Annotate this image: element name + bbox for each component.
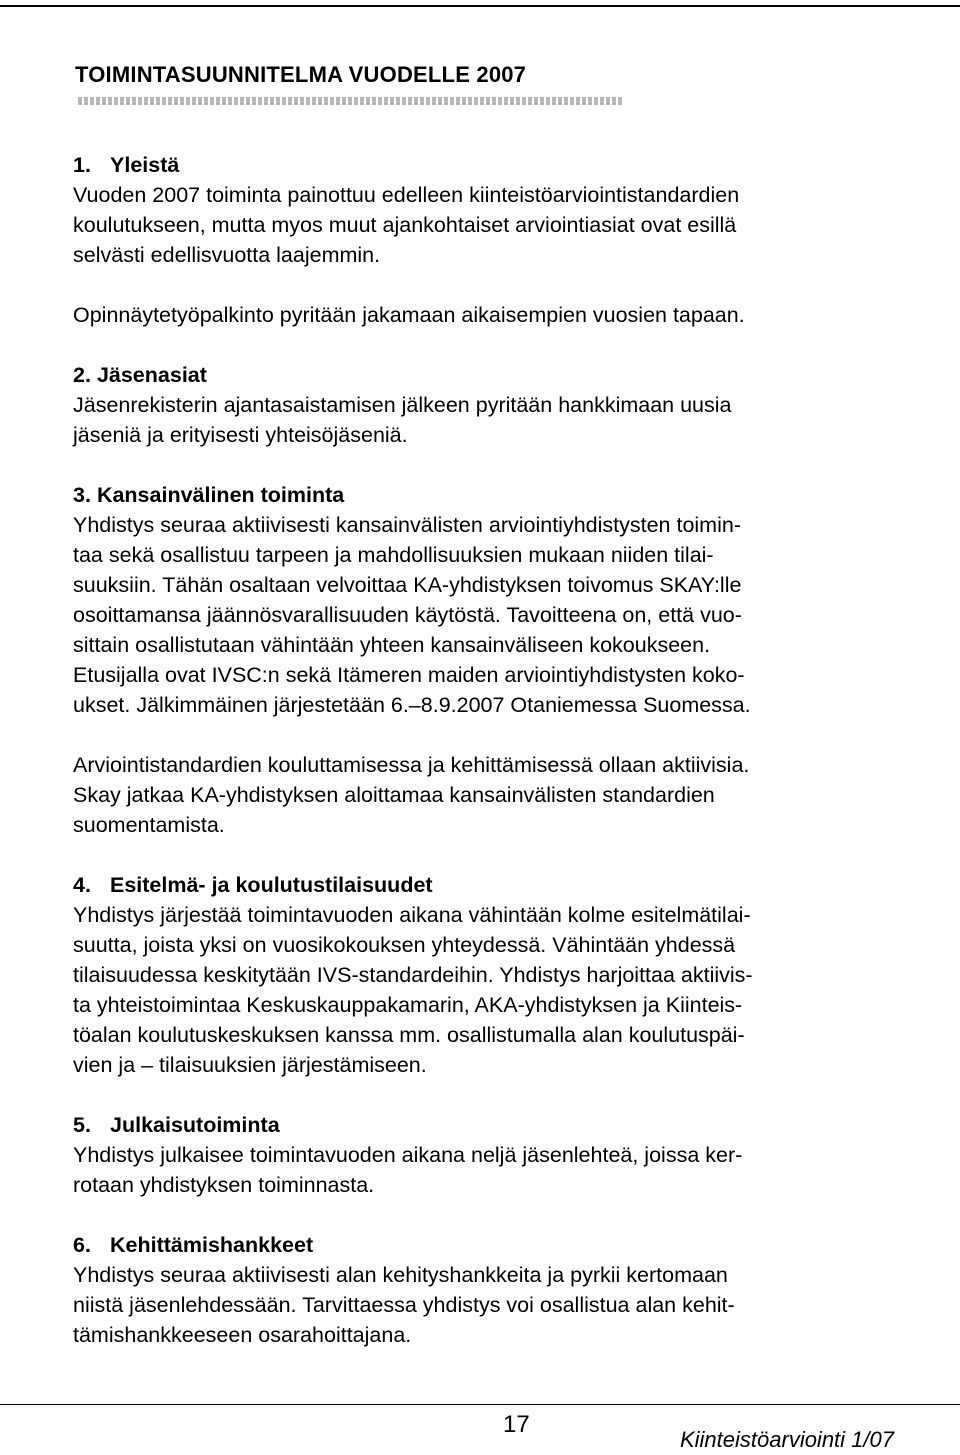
section-heading	[73, 870, 909, 900]
text-line: ukset. Jälkimmäinen järjestetään 6.–8.9.2007 Otaniemessa Suomessa.	[73, 693, 751, 717]
title-underline-decoration	[78, 97, 622, 105]
paragraph	[73, 1260, 909, 1350]
text-line: tämishankkeeseen osarahoittajana.	[73, 1323, 412, 1347]
document-body	[73, 150, 909, 1380]
section-title: Jäsenasiat	[96, 363, 207, 387]
text-line: sittain osallistutaan vähintään yhteen kansainväliseen kokoukseen.	[73, 633, 711, 657]
text-line: Skay jatkaa KA-yhdistyksen aloittamaa kansainvälisten standardien	[73, 783, 715, 807]
section-number: 3.	[73, 483, 91, 507]
top-rule	[0, 5, 960, 7]
section-number: 4.	[73, 873, 91, 897]
paragraph	[73, 390, 909, 450]
paragraph	[73, 750, 909, 840]
section-number: 1.	[73, 153, 91, 177]
paragraph	[73, 180, 909, 270]
paragraph	[73, 510, 909, 720]
page-number: 17	[503, 1411, 530, 1438]
text-line: Vuoden 2007 toiminta painottuu edelleen kiinteistöarviointistandardien	[73, 183, 740, 207]
section-6	[73, 1230, 909, 1350]
text-line: suomentamista.	[73, 813, 225, 837]
section-number: 2.	[73, 363, 91, 387]
text-line: ta yhteistoimintaa Keskuskauppakamarin, AKA-yhdistyksen ja Kiinteis-	[73, 993, 743, 1017]
section-1	[73, 150, 909, 330]
text-line: suuksiin. Tähän osaltaan velvoittaa KA-yhdistyksen toivomus SKAY:lle	[73, 573, 742, 597]
text-line: Arviointistandardien kouluttamisessa ja kehittämisessä ollaan aktiivisia.	[73, 753, 750, 777]
section-title: Julkaisutoiminta	[110, 1113, 280, 1137]
section-heading	[73, 360, 909, 390]
text-line: vien ja – tilaisuuksien järjestämiseen.	[73, 1053, 427, 1077]
text-line: Yhdistys julkaisee toimintavuoden aikana neljä jäsenlehteä, joissa ker-	[73, 1143, 743, 1167]
section-2	[73, 360, 909, 450]
section-heading	[73, 1110, 909, 1140]
text-line: rotaan yhdistyksen toiminnasta.	[73, 1173, 375, 1197]
text-line: Yhdistys seuraa aktiivisesti kansainvälisten arviointiyhdistysten toimin-	[73, 513, 741, 537]
section-title: Kansainvälinen toiminta	[96, 483, 345, 507]
text-line: Yhdistys seuraa aktiivisesti alan kehityshankkeita ja pyrkii kertomaan	[73, 1263, 728, 1287]
document-title: TOIMINTASUUNNITELMA VUODELLE 2007	[75, 62, 527, 87]
text-line: koulutukseen, mutta myos muut ajankohtaiset arviointiasiat ovat esillä	[73, 213, 737, 237]
text-line: taa sekä osallistuu tarpeen ja mahdollisuuksien mukaan niiden tilai-	[73, 543, 714, 567]
text-line: niistä jäsenlehdessään. Tarvittaessa yhdistys voi osallistua alan kehit-	[73, 1293, 735, 1317]
section-number: 6.	[73, 1233, 91, 1257]
section-heading	[73, 480, 909, 510]
section-4	[73, 870, 909, 1080]
text-line: Opinnäytetyöpalkinto pyritään jakamaan aikaisempien vuosien tapaan.	[73, 303, 745, 327]
section-title: Esitelmä- ja koulutustilaisuudet	[110, 873, 433, 897]
text-line: selvästi edellisvuotta laajemmin.	[73, 243, 381, 267]
text-line: töalan koulutuskeskuksen kanssa mm. osallistumalla alan koulutuspäi-	[73, 1023, 745, 1047]
text-line: tilaisuudessa keskitytään IVS-standardeihin. Yhdistys harjoittaa aktiivis-	[73, 963, 753, 987]
paragraph	[73, 1140, 909, 1200]
paragraph	[73, 300, 909, 330]
paragraph	[73, 900, 909, 1080]
text-line: suutta, joista yksi on vuosikokouksen yhteydessä. Vähintään yhdessä	[73, 933, 736, 957]
section-heading	[73, 1230, 909, 1260]
section-title: Kehittämishankkeet	[110, 1233, 314, 1257]
section-3	[73, 480, 909, 840]
section-title: Yleistä	[110, 153, 180, 177]
section-5	[73, 1110, 909, 1200]
footer-rule	[0, 1404, 960, 1405]
text-line: Etusijalla ovat IVSC:n sekä Itämeren maiden arviointiyhdistysten koko-	[73, 663, 745, 687]
section-number: 5.	[73, 1113, 91, 1137]
text-line: jäseniä ja erityisesti yhteisöjäseniä.	[73, 423, 408, 447]
section-heading	[73, 150, 909, 180]
text-line: osoittamansa jäännösvarallisuuden käytöstä. Tavoitteena on, että vuo-	[73, 603, 742, 627]
text-line: Jäsenrekisterin ajantasaistamisen jälkeen pyritään hankkimaan uusia	[73, 393, 732, 417]
text-line: Yhdistys järjestää toimintavuoden aikana vähintään kolme esitelmätilai-	[73, 903, 751, 927]
publication-name: Kiinteistöarviointi 1/07	[679, 1427, 894, 1452]
